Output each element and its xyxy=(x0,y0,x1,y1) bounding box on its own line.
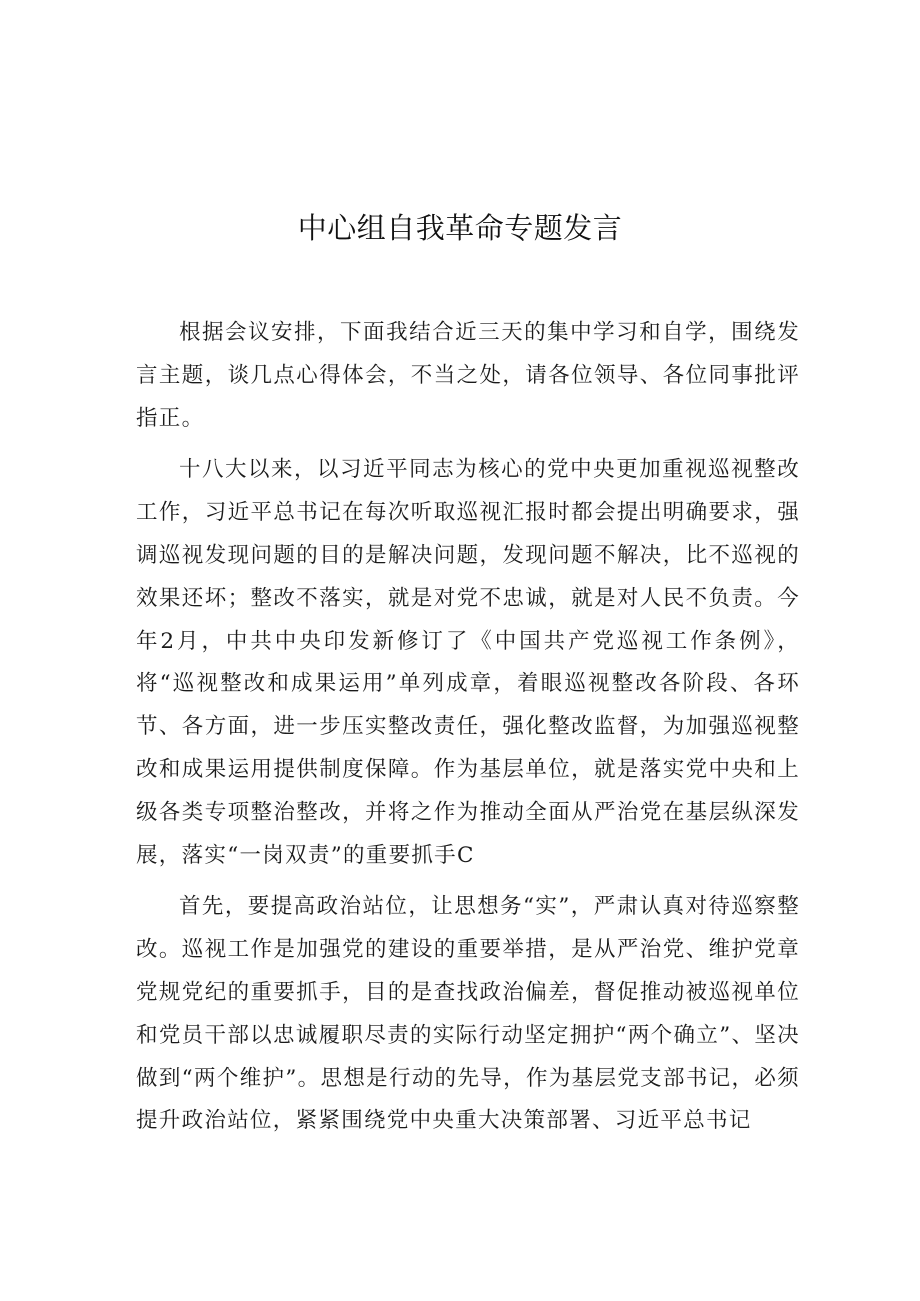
paragraph-first-point: 首先，要提高政治站位，让思想务“实”，严肃认真对待巡察整改。巡视工作是加强党的建设的重要举措，是从严治党、维护党章党规党纪的重要抓手，目的是查找政治偏差，督促推动被巡视单位和党员干部以忠诚履职尽责的实际行动坚定拥护“两个确立”、坚决做到“两个维护”。思想是行动的先导，作为基层党支部书记，必须提升政治站位，紧紧围绕党中央重大决策部署、习近平总书记 xyxy=(136,894,800,1134)
paragraph-intro: 根据会议安排，下面我结合近三天的集中学习和自学，围绕发言主题，谈几点心得体会，不当之处，请各位领导、各位同事批评指正。 xyxy=(136,320,800,431)
document-body xyxy=(136,312,800,1143)
paragraph-background: 十八大以来，以习近平同志为核心的党中央更加重视巡视整改工作，习近平总书记在每次听取巡视汇报时都会提出明确要求，强调巡视发现问题的目的是解决问题，发现问题不解决，比不巡视的效果还坏；整改不落实，就是对党不忠诚，就是对人民不负责。今年2月，中共中央印发新修订了《中国共产党巡视工作条例》，将“巡视整改和成果运用”单列成章，着眼巡视整改各阶段、各环节、各方面，进一步压实整改责任，强化整改监督，为加强巡视整改和成果运用提供制度保障。作为基层单位，就是落实党中央和上级各类专项整治整改，并将之作为推动全面从严治党在基层纵深发展，落实“一岗双责”的重要抓手C xyxy=(136,457,800,868)
page-title: 中心组自我革命专题发言 xyxy=(297,211,623,245)
